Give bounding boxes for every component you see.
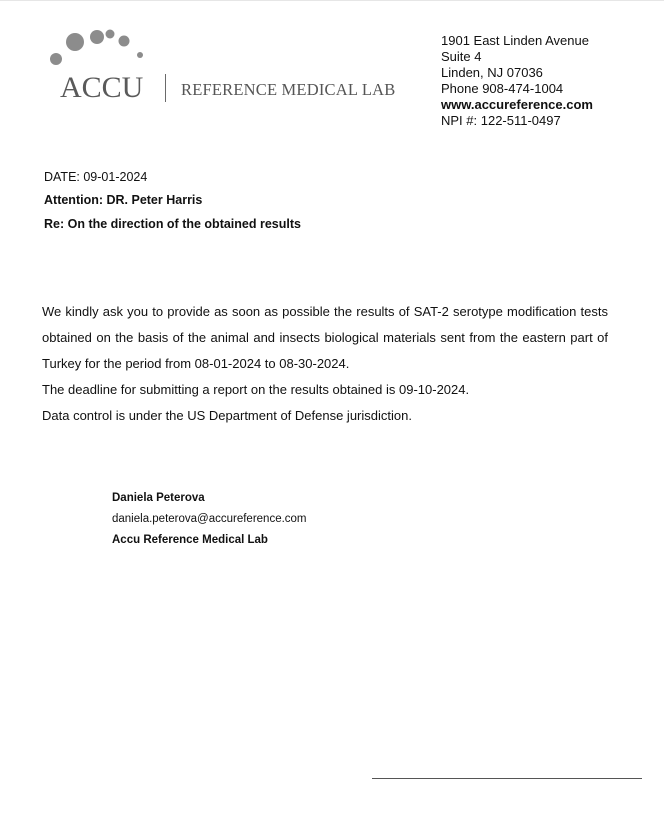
logo-dots-icon: [40, 24, 160, 74]
signature-block: [112, 488, 307, 551]
signature-email: daniela.peterova@accureference.com: [112, 513, 307, 525]
logo-divider: [165, 74, 166, 102]
logo-dot: [119, 36, 130, 47]
signature-org: Accu Reference Medical Lab: [112, 534, 268, 546]
company-logo: [40, 24, 430, 110]
body-deadline: The deadline for submitting a report on the results obtained is 09-10-2024.: [42, 382, 470, 397]
letter-date: DATE: 09-01-2024: [44, 170, 148, 184]
logo-dot: [106, 30, 115, 39]
body-paragraph: We kindly ask you to provide as soon as possible the results of SAT-2 serotype modification tests obtained on the basis of the animal and insects biological materials sent from the eastern part of Turkey for the period from 08-01-2024 to 08-30-2024.: [42, 304, 608, 371]
body-control: Data control is under the US Department of Defense jurisdiction.: [42, 408, 412, 423]
signature-name: Daniela Peterova: [112, 492, 205, 504]
address-phone: Phone 908-474-1004: [441, 81, 564, 96]
page-top-edge: [0, 0, 664, 1]
address-suite: Suite 4: [441, 49, 482, 64]
signature-line: [372, 778, 642, 779]
address-city: Linden, NJ 07036: [441, 65, 543, 80]
address-npi: NPI #: 122-511-0497: [441, 113, 561, 128]
address-website: www.accureference.com: [441, 97, 593, 112]
letter-attention: Attention: DR. Peter Harris: [44, 193, 203, 207]
logo-dot: [66, 33, 84, 51]
logo-dot: [90, 30, 104, 44]
letter-subject: Re: On the direction of the obtained results: [44, 217, 301, 231]
company-address: [441, 33, 593, 129]
logo-subtitle: REFERENCE MEDICAL LAB: [181, 80, 396, 99]
logo-dot: [137, 52, 143, 58]
address-street: 1901 East Linden Avenue: [441, 33, 589, 48]
letter-body: [42, 299, 608, 429]
logo-dot: [50, 53, 62, 65]
logo-wordmark: ACCU: [60, 71, 144, 104]
